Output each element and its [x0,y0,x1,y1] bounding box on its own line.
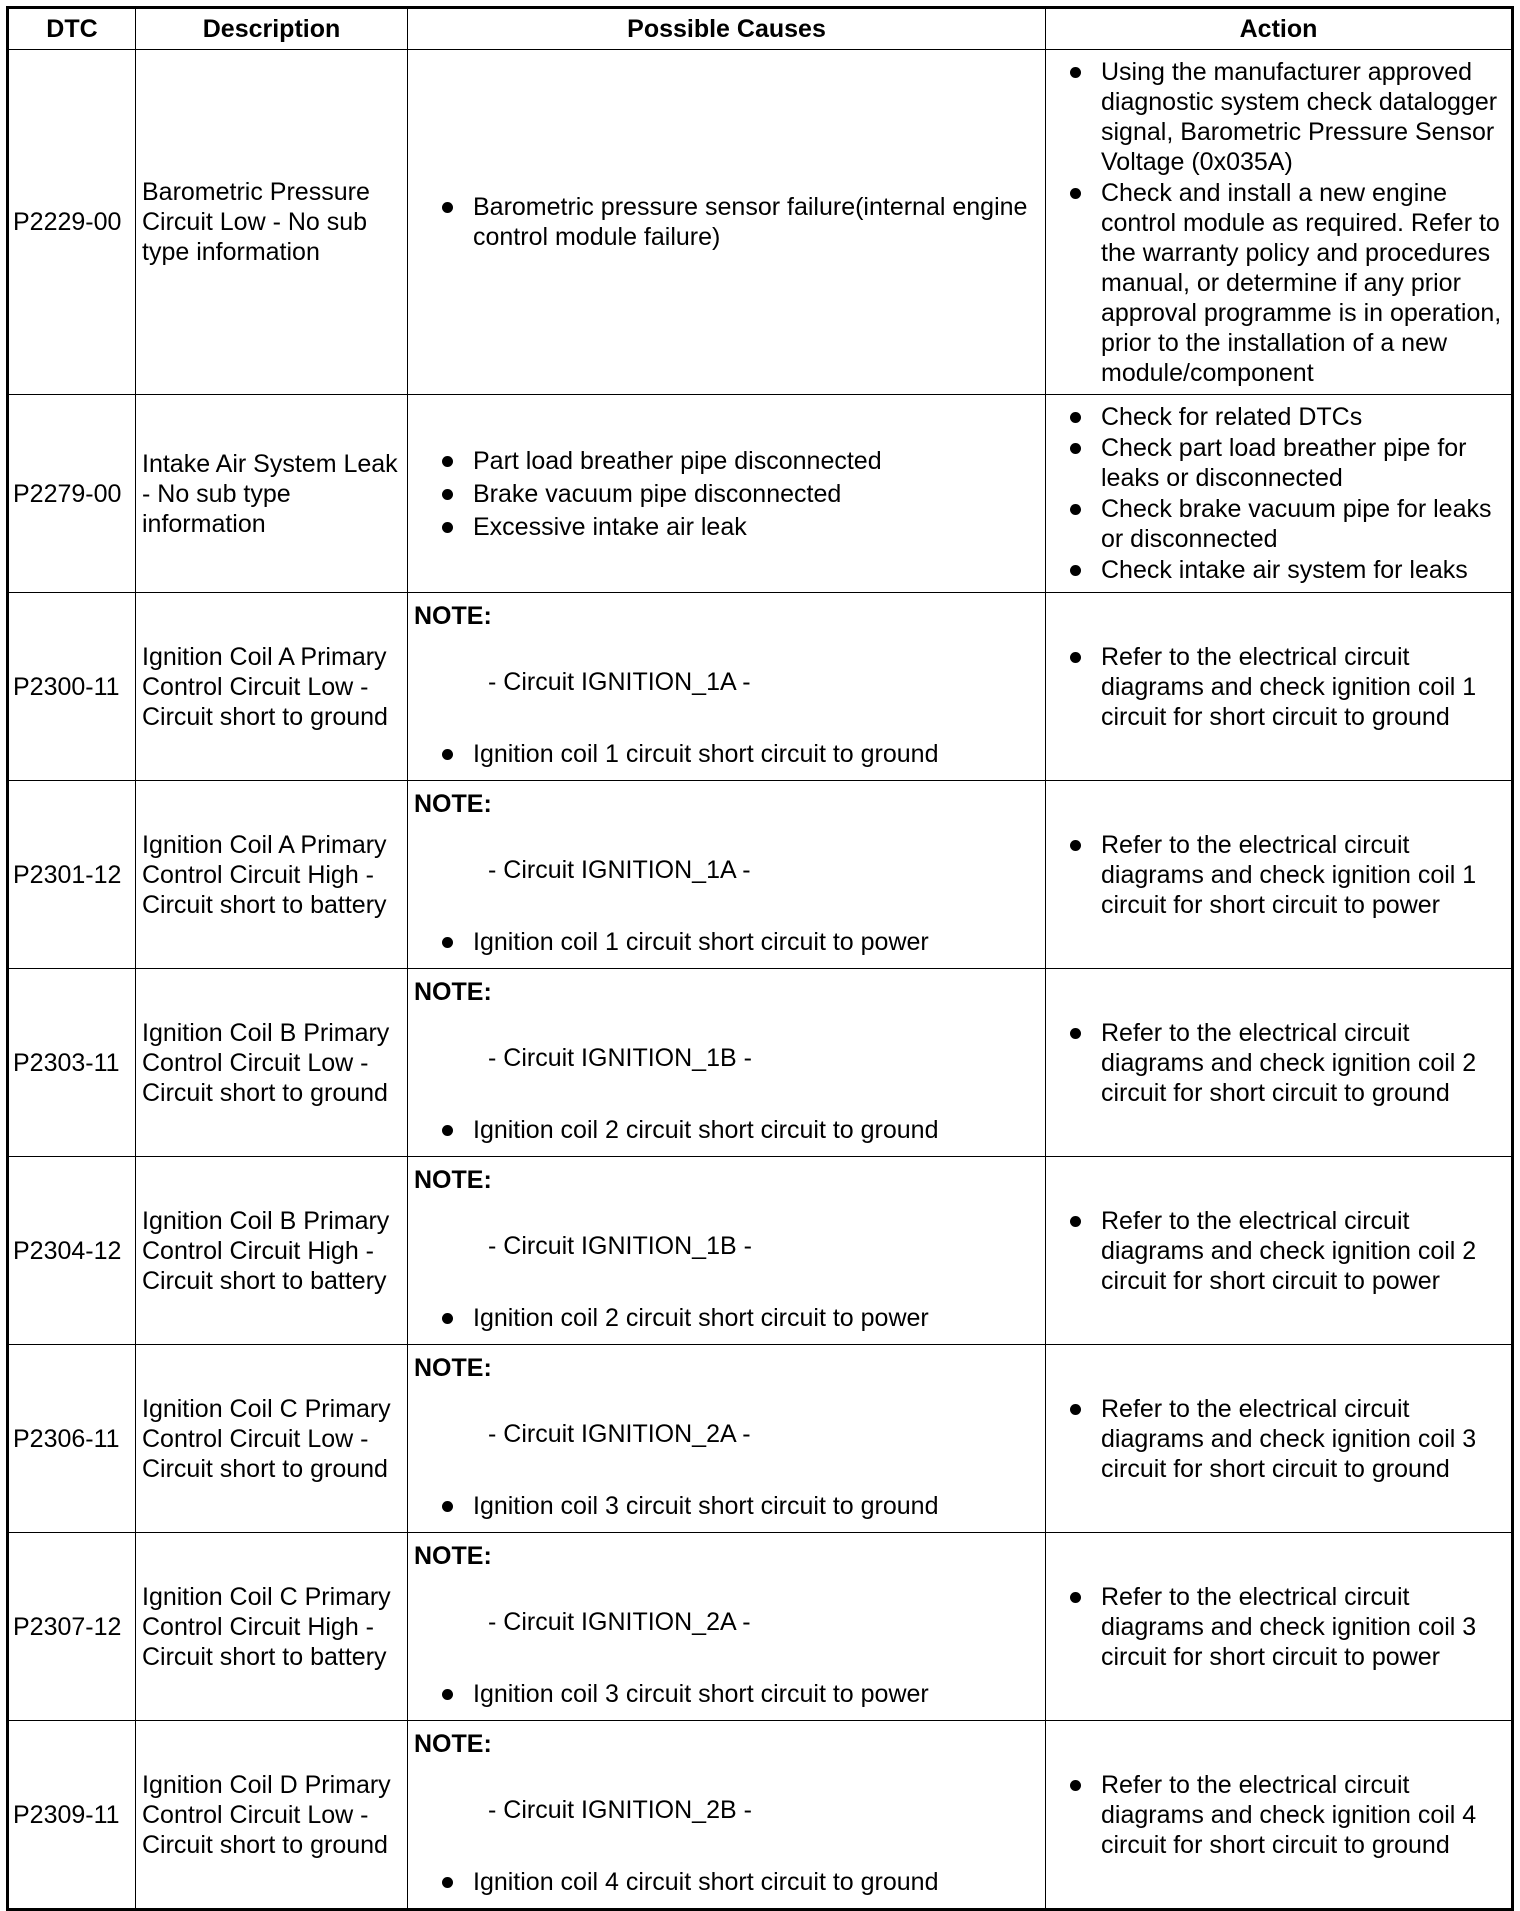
actions-list [1066,1770,1505,1860]
actions [1046,969,1513,1157]
action-item: Refer to the electrical circuit diagrams and check ignition coil 2 circuit for short circuit to power [1066,1206,1505,1296]
possible-causes [408,1533,1046,1721]
note-label: NOTE: [414,1354,492,1382]
actions-list [1066,1582,1505,1672]
table-row [8,1157,1513,1345]
causes-list [414,1491,1037,1521]
cause-item: Ignition coil 4 circuit short circuit to ground [438,1867,1037,1897]
causes-list [414,927,1037,957]
note-label: NOTE: [414,1542,492,1570]
dtc-table [6,6,1514,1911]
causes-list [414,1303,1037,1333]
dtc-code: P2279-00 [8,395,136,593]
causes-list [414,192,1037,252]
note-text: - Circuit IGNITION_1B - [488,1044,752,1072]
dtc-description: Intake Air System Leak - No sub type information [136,395,408,593]
dtc-description: Ignition Coil C Primary Control Circuit High - Circuit short to battery [136,1533,408,1721]
possible-causes [408,395,1046,593]
possible-causes [408,50,1046,395]
table-row [8,395,1513,593]
dtc-code: P2303-11 [8,969,136,1157]
actions [1046,593,1513,781]
cause-item: Ignition coil 1 circuit short circuit to power [438,927,1037,957]
header-action: Action [1046,8,1513,50]
cause-item: Ignition coil 3 circuit short circuit to ground [438,1491,1037,1521]
action-item: Refer to the electrical circuit diagrams and check ignition coil 3 circuit for short circuit to power [1066,1582,1505,1672]
dtc-description: Ignition Coil B Primary Control Circuit High - Circuit short to battery [136,1157,408,1345]
actions-list [1066,830,1505,920]
note-label: NOTE: [414,978,492,1006]
possible-causes [408,1157,1046,1345]
actions [1046,50,1513,395]
actions [1046,395,1513,593]
note-text: - Circuit IGNITION_1A - [488,668,751,696]
actions [1046,1721,1513,1910]
note-text: - Circuit IGNITION_2B - [488,1796,752,1824]
header-dtc: DTC [8,8,136,50]
action-item: Check part load breather pipe for leaks or disconnected [1066,433,1505,493]
causes-list [414,1115,1037,1145]
table-body [8,50,1513,1910]
note-text: - Circuit IGNITION_2A - [488,1420,751,1448]
dtc-description: Barometric Pressure Circuit Low - No sub type information [136,50,408,395]
table-row [8,1721,1513,1910]
cause-item: Brake vacuum pipe disconnected [438,479,1037,509]
table-header [8,8,1513,50]
dtc-description: Ignition Coil A Primary Control Circuit High - Circuit short to battery [136,781,408,969]
dtc-code: P2300-11 [8,593,136,781]
table-row [8,50,1513,395]
table-row [8,1533,1513,1721]
dtc-description: Ignition Coil B Primary Control Circuit Low - Circuit short to ground [136,969,408,1157]
table-row [8,781,1513,969]
actions [1046,1157,1513,1345]
table-row [8,1345,1513,1533]
dtc-code: P2309-11 [8,1721,136,1910]
actions-list [1066,1206,1505,1296]
actions [1046,1533,1513,1721]
causes-list [414,1867,1037,1897]
dtc-code: P2304-12 [8,1157,136,1345]
table-row [8,593,1513,781]
header-possible-causes: Possible Causes [408,8,1046,50]
action-item: Check and install a new engine control module as required. Refer to the warranty policy and procedures manual, or determine if any prior approval programme is in operation, prior to the installation of a new module/component [1066,178,1505,388]
header-row [8,8,1513,50]
note-label: NOTE: [414,790,492,818]
note-label: NOTE: [414,1166,492,1194]
dtc-description: Ignition Coil C Primary Control Circuit Low - Circuit short to ground [136,1345,408,1533]
actions [1046,781,1513,969]
actions-list [1066,57,1505,388]
possible-causes [408,1721,1046,1910]
actions-list [1066,1018,1505,1108]
note-text: - Circuit IGNITION_1A - [488,856,751,884]
causes-list [414,446,1037,542]
dtc-code: P2229-00 [8,50,136,395]
actions-list [1066,1394,1505,1484]
action-item: Refer to the electrical circuit diagrams and check ignition coil 1 circuit for short circuit to power [1066,830,1505,920]
cause-item: Barometric pressure sensor failure(internal engine control module failure) [438,192,1037,252]
actions [1046,1345,1513,1533]
note-text: - Circuit IGNITION_2A - [488,1608,751,1636]
action-item: Refer to the electrical circuit diagrams and check ignition coil 4 circuit for short circuit to ground [1066,1770,1505,1860]
action-item: Check intake air system for leaks [1066,555,1505,585]
cause-item: Ignition coil 1 circuit short circuit to ground [438,739,1037,769]
note-label: NOTE: [414,1730,492,1758]
action-item: Refer to the electrical circuit diagrams and check ignition coil 1 circuit for short circuit to ground [1066,642,1505,732]
dtc-code: P2301-12 [8,781,136,969]
action-item: Using the manufacturer approved diagnostic system check datalogger signal, Barometric Pressure Sensor Voltage (0x035A) [1066,57,1505,177]
causes-list [414,739,1037,769]
note-label: NOTE: [414,602,492,630]
actions-list [1066,402,1505,585]
dtc-code: P2306-11 [8,1345,136,1533]
cause-item: Ignition coil 2 circuit short circuit to ground [438,1115,1037,1145]
possible-causes [408,1345,1046,1533]
actions-list [1066,642,1505,732]
action-item: Refer to the electrical circuit diagrams and check ignition coil 2 circuit for short circuit to ground [1066,1018,1505,1108]
note-text: - Circuit IGNITION_1B - [488,1232,752,1260]
possible-causes [408,593,1046,781]
dtc-description: Ignition Coil A Primary Control Circuit Low - Circuit short to ground [136,593,408,781]
possible-causes [408,781,1046,969]
action-item: Check brake vacuum pipe for leaks or disconnected [1066,494,1505,554]
possible-causes [408,969,1046,1157]
header-description: Description [136,8,408,50]
action-item: Refer to the electrical circuit diagrams and check ignition coil 3 circuit for short circuit to ground [1066,1394,1505,1484]
cause-item: Part load breather pipe disconnected [438,446,1037,476]
table-row [8,969,1513,1157]
dtc-code: P2307-12 [8,1533,136,1721]
dtc-description: Ignition Coil D Primary Control Circuit Low - Circuit short to ground [136,1721,408,1910]
action-item: Check for related DTCs [1066,402,1505,432]
causes-list [414,1679,1037,1709]
cause-item: Ignition coil 2 circuit short circuit to power [438,1303,1037,1333]
cause-item: Excessive intake air leak [438,512,1037,542]
cause-item: Ignition coil 3 circuit short circuit to power [438,1679,1037,1709]
